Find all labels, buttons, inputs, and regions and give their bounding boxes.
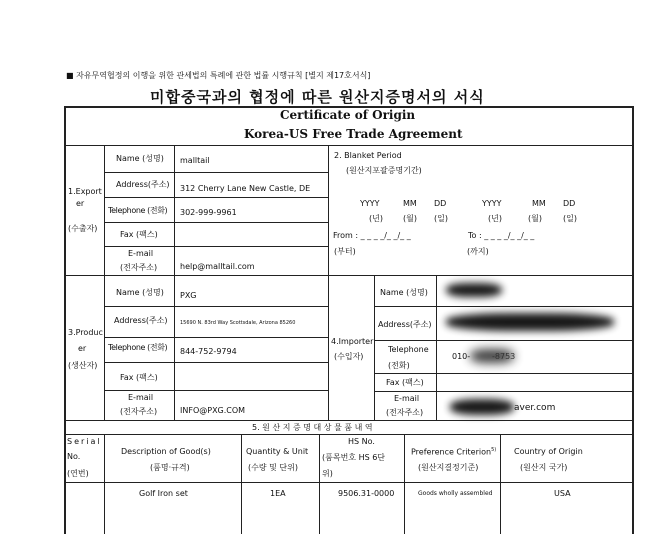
producer-section-label-3: (생산자)	[68, 361, 98, 370]
form-notice: ■ 자유무역협정의 이행을 위한 관세법의 특례에 관한 법률 시행규칙 [별지 제17호서식]	[66, 71, 371, 80]
exporter-section-label-3: (수출자)	[68, 224, 98, 233]
producer-telephone-label: Telephone (전화)	[108, 343, 168, 352]
producer-row-line-3	[104, 362, 328, 363]
importer-email-redaction	[450, 399, 514, 415]
importer-section-label-1: 4.Importer	[331, 337, 374, 346]
producer-row-line-4	[104, 390, 328, 391]
exporter-address-label: Address(주소)	[116, 180, 170, 189]
importer-field-divider	[436, 275, 437, 420]
date-header-kr-6: (일)	[563, 214, 577, 223]
exporter-email-label-2: (전자주소)	[120, 263, 158, 272]
exporter-email-label-1: E-mail	[128, 249, 154, 258]
goods-row-hs: 9506.31-0000	[338, 489, 395, 498]
english-title-1: Certificate of Origin	[280, 108, 416, 122]
goods-row-description: Golf Iron set	[139, 489, 188, 498]
importer-row-line-2	[374, 340, 634, 341]
producer-email-label-1: E-mail	[128, 393, 154, 402]
date-header-yyyy-2: YYYY	[482, 199, 502, 208]
frame-right	[632, 106, 634, 534]
date-header-mm-1: MM	[403, 199, 417, 208]
importer-address-label: Address(주소)	[378, 320, 432, 329]
date-header-dd-2: DD	[563, 199, 576, 208]
exporter-row-line-3	[104, 222, 328, 223]
goods-row-country: USA	[554, 489, 571, 498]
producer-row-line-2	[104, 337, 328, 338]
goods-col-divider-4	[404, 434, 405, 534]
producer-row-line-1	[104, 306, 328, 307]
producer-name-label: Name (성명)	[116, 288, 164, 297]
goods-header-bottom-line	[64, 482, 634, 483]
from-label-kr: (부터)	[334, 247, 356, 256]
exporter-name-value: malltail	[180, 156, 210, 165]
to-label-kr: (까지)	[467, 247, 489, 256]
importer-email-partial: aver.com	[514, 403, 556, 413]
producer-address-label: Address(주소)	[114, 316, 168, 325]
importer-name-label: Name (성명)	[380, 288, 428, 297]
exporter-row-line-1	[104, 172, 328, 173]
goods-col-divider-2	[241, 434, 242, 534]
goods-header-quantity-2: (수량 및 단위)	[248, 463, 298, 472]
importer-row-line-1	[374, 306, 634, 307]
goods-header-hs-3: 위)	[322, 469, 333, 478]
importer-telephone-partial: 010-	[452, 352, 471, 361]
title-bottom-line	[64, 145, 634, 146]
frame-left	[64, 106, 66, 534]
goods-col-divider-1	[104, 434, 105, 534]
exporter-address-value: 312 Cherry Lane New Castle, DE	[180, 184, 311, 193]
goods-row-quantity: 1EA	[270, 489, 286, 498]
goods-header-preference-2: (원산지결정기준)	[418, 463, 479, 472]
producer-email-value: INFO@PXG.COM	[180, 406, 246, 415]
importer-section-label-2: (수입자)	[334, 352, 364, 361]
exporter-right-divider	[328, 145, 329, 275]
goods-row-preference: Goods wholly assembled	[418, 490, 493, 497]
exporter-row-line-4	[104, 246, 328, 247]
goods-col-divider-3	[319, 434, 320, 534]
producer-email-label-2: (전자주소)	[120, 407, 158, 416]
date-header-kr-1: (년)	[369, 214, 383, 223]
blanket-period-subtitle: (원산지포괄증명기간)	[346, 166, 422, 175]
producer-fax-label: Fax (팩스)	[120, 373, 158, 382]
goods-header-serial-1: Serial	[67, 437, 102, 446]
exporter-section-label-2: er	[76, 199, 85, 208]
importer-label-divider	[374, 275, 375, 420]
date-header-yyyy-1: YYYY	[360, 199, 380, 208]
korean-title: 미합중국과의 협정에 따른 원산지증명서의 서식	[150, 88, 485, 106]
goods-col-divider-5	[500, 434, 501, 534]
goods-header-hs-1: HS No.	[348, 437, 375, 446]
importer-email-label-2: (전자주소)	[386, 408, 424, 417]
producer-field-divider	[174, 275, 175, 420]
goods-section-title: 5. 원 산 지 증 명 대 상 물 품 내 역	[252, 423, 373, 432]
importer-name-redaction	[446, 283, 502, 297]
date-header-kr-3: (일)	[434, 214, 448, 223]
importer-fax-label: Fax (팩스)	[386, 378, 424, 387]
english-title-2: Korea-US Free Trade Agreement	[244, 127, 463, 141]
from-date-line: From : _ _ _ _/_ _/_ _	[333, 231, 411, 240]
date-header-kr-2: (월)	[403, 214, 417, 223]
exporter-field-divider	[174, 145, 175, 275]
exporter-section-label-1: 1.Export	[68, 187, 102, 196]
producer-name-value: PXG	[180, 291, 197, 300]
goods-header-country-2: (원산지 국가)	[520, 463, 568, 472]
exporter-row-line-2	[104, 197, 328, 198]
date-header-kr-4: (년)	[488, 214, 502, 223]
exporter-name-label: Name (성명)	[116, 154, 164, 163]
goods-header-quantity-1: Quantity & Unit	[246, 447, 309, 456]
exporter-bottom-line	[64, 275, 634, 276]
goods-header-description-2: (품명·규격)	[150, 463, 190, 472]
exporter-telephone-value: 302-999-9961	[180, 208, 237, 217]
exporter-telephone-label: Telephone (전화)	[108, 206, 168, 215]
exporter-email-value: help@malltail.com	[180, 262, 255, 271]
importer-address-redaction	[446, 313, 614, 331]
goods-header-description-1: Description of Good(s)	[121, 447, 211, 456]
goods-header-hs-2: (품목번호 HS 6단	[322, 453, 386, 462]
producer-section-label-2: er	[78, 344, 87, 353]
importer-telephone-label-2: (전화)	[388, 361, 410, 370]
goods-header-country-1: Country of Origin	[514, 447, 583, 456]
producer-right-divider	[328, 275, 329, 420]
date-header-mm-2: MM	[532, 199, 546, 208]
producer-bottom-line	[64, 420, 634, 421]
to-date-line: To : _ _ _ _/_ _/_ _	[468, 231, 535, 240]
goods-header-preference-1	[411, 447, 496, 457]
producer-label-divider	[104, 275, 105, 420]
importer-email-label-1: E-mail	[394, 394, 420, 403]
producer-section-label-1: 3.Produc	[68, 328, 103, 337]
goods-header-preference-sup: 5)	[491, 447, 497, 453]
importer-telephone-partial-end: -8753	[492, 352, 516, 361]
producer-address-value: 15690 N. 83rd Way Scottsdale, Arizona 85260	[180, 320, 296, 326]
importer-row-line-3	[374, 373, 634, 374]
exporter-label-divider	[104, 145, 105, 275]
exporter-fax-label: Fax (팩스)	[120, 230, 158, 239]
importer-telephone-label-1: Telephone	[388, 345, 429, 354]
importer-row-line-4	[374, 391, 634, 392]
goods-header-serial-2: No.	[67, 452, 81, 461]
goods-header-preference-text: Preference Criterion	[411, 447, 492, 457]
goods-header-serial-3: (연번)	[67, 469, 89, 478]
date-header-kr-5: (월)	[528, 214, 542, 223]
blanket-period-title: 2. Blanket Period	[334, 151, 402, 160]
producer-telephone-value: 844-752-9794	[180, 347, 237, 356]
goods-title-bottom-line	[64, 434, 634, 435]
date-header-dd-1: DD	[434, 199, 447, 208]
